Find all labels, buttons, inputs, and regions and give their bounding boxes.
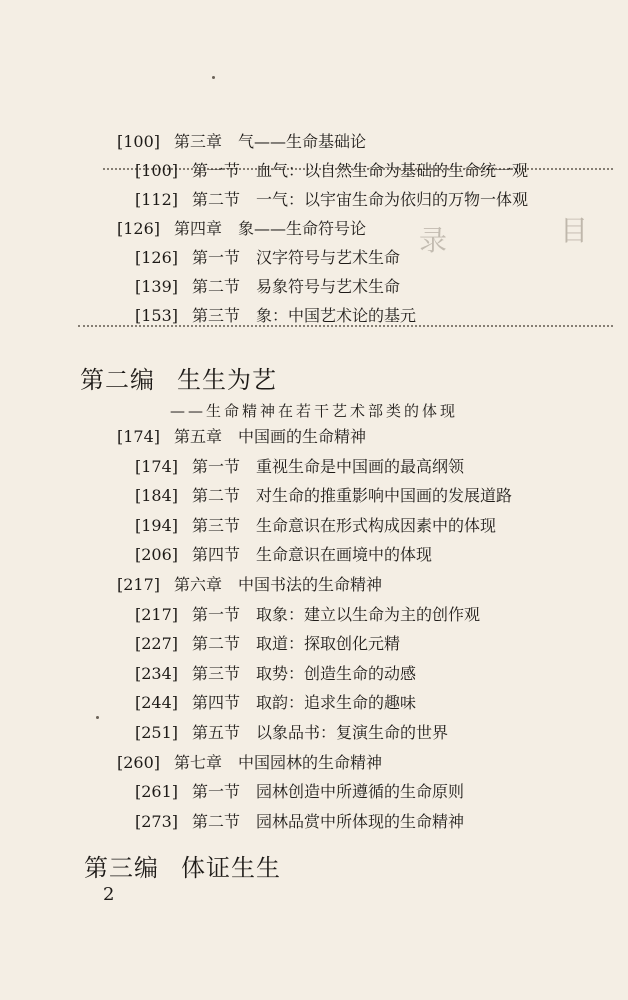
toc-title: 以象品书：复演生命的世界 (256, 723, 449, 742)
toc-number: 第二节 (192, 190, 241, 209)
toc-page-ref: [184] (135, 486, 179, 506)
toc-number: 第四节 (192, 693, 241, 713)
toc-chapter-entry (117, 426, 366, 448)
toc-title: 血气：以自然生命为基础的生命统一观 (256, 161, 529, 180)
toc-number: 第七章 (174, 752, 223, 772)
toc-page-ref: [174] (135, 456, 179, 476)
toc-section-entry (135, 604, 480, 626)
toc-number: 第五章 (174, 427, 223, 446)
toc-title: 生命意识在形式构成因素中的体现 (256, 515, 497, 535)
part3-title: 体证生生 (181, 854, 281, 882)
toc-page-ref: [153] (135, 306, 179, 325)
toc-title: 中国画的生命精神 (238, 427, 367, 446)
toc-page-ref: [234] (135, 663, 179, 683)
toc-title: 取韵：追求生命的趣味 (256, 693, 417, 713)
toc-page-ref: [261] (135, 782, 179, 802)
page-number: 2 (103, 884, 115, 905)
toc-title: 取势：创造生命的动感 (256, 663, 417, 683)
toc-number: 第五节 (192, 723, 241, 742)
toc-page-ref: [260] (117, 752, 161, 772)
toc-title: 对生命的推重影响中国画的发展道路 (256, 486, 513, 506)
toc-page-ref: [112] (135, 190, 179, 209)
toc-page-ref: [206] (135, 545, 179, 565)
toc-title: 园林品赏中所体现的生命精神 (256, 811, 465, 831)
toc-page-ref: [100] (117, 132, 161, 151)
toc-section-entry (135, 663, 416, 685)
toc-section-entry (135, 485, 512, 507)
toc-number: 第三节 (192, 515, 241, 535)
toc-number: 第一节 (192, 248, 241, 267)
toc-page-ref: [273] (135, 811, 179, 831)
part3-heading (84, 848, 281, 883)
speck (96, 716, 99, 719)
toc-title: 一气：以宇宙生命为依归的万物一体观 (256, 190, 529, 209)
part2-label: 第二编 (80, 366, 155, 394)
toc-number: 第三章 (174, 132, 223, 151)
toc-chapter-entry (117, 752, 382, 774)
part2-title: 生生为艺 (177, 366, 277, 394)
toc-section-entry (135, 456, 464, 478)
toc-title: 中国园林的生命精神 (238, 752, 383, 772)
side-mark-mu: 目 (559, 214, 588, 247)
toc-title: 重视生命是中国画的最高纲领 (256, 456, 465, 476)
toc-number: 第三节 (192, 306, 241, 325)
toc-title: 气——生命基础论 (238, 132, 367, 151)
toc-section-entry (135, 781, 464, 803)
toc-page-ref: [217] (117, 575, 161, 594)
toc-chapter-entry (117, 131, 366, 153)
toc-number: 第三节 (192, 663, 241, 683)
toc-title: 生命意识在画境中的体现 (256, 545, 433, 565)
toc-page-ref: [194] (135, 515, 179, 535)
toc-number: 第四节 (192, 545, 241, 565)
toc-number: 第二节 (192, 811, 241, 831)
toc-section-entry (135, 811, 464, 833)
toc-number: 第一节 (192, 456, 241, 476)
toc-number: 第二节 (192, 277, 241, 296)
part2-heading (80, 360, 277, 395)
toc-title: 易象符号与艺术生命 (256, 277, 401, 296)
toc-number: 第一节 (192, 782, 241, 802)
toc-section-entry (135, 247, 400, 269)
toc-section-entry (135, 305, 416, 327)
side-mark-lu: 录 (418, 224, 447, 257)
toc-number: 第二节 (192, 486, 241, 506)
toc-page-ref: [217] (135, 604, 179, 624)
toc-title: 汉字符号与艺术生命 (256, 248, 401, 267)
toc-section-entry (135, 276, 400, 298)
toc-section-entry (135, 722, 448, 744)
toc-page-ref: [126] (117, 219, 161, 238)
toc-section-entry (135, 633, 400, 655)
toc-title: 取象：建立以生命为主的创作观 (256, 604, 481, 624)
toc-number: 第六章 (174, 575, 223, 594)
toc-number: 第一节 (192, 161, 241, 180)
toc-number: 第二节 (192, 634, 241, 654)
toc-page-ref: [139] (135, 277, 179, 296)
toc-title: 取道：探取创化元精 (256, 634, 401, 654)
toc-section-entry (135, 544, 432, 566)
toc-page-ref: [251] (135, 723, 179, 742)
toc-page-ref: [174] (117, 427, 161, 446)
toc-number: 第四章 (174, 219, 223, 238)
toc-section-entry (135, 189, 528, 211)
speck (212, 76, 215, 79)
part3-label: 第三编 (84, 854, 159, 882)
toc-section-entry (135, 160, 528, 182)
toc-title: 象：中国艺术论的基元 (256, 306, 417, 325)
toc-number: 第一节 (192, 604, 241, 624)
toc-page-ref: [244] (135, 693, 179, 713)
toc-title: 象——生命符号论 (238, 219, 367, 238)
toc-page-ref: [227] (135, 634, 179, 654)
toc-page-ref: [100] (135, 161, 179, 180)
toc-section-entry (135, 692, 416, 714)
toc-chapter-entry (117, 218, 366, 240)
toc-title: 中国书法的生命精神 (238, 575, 383, 594)
toc-page-ref: [126] (135, 248, 179, 267)
toc-chapter-entry (117, 574, 382, 596)
toc-title: 园林创造中所遵循的生命原则 (256, 782, 465, 802)
part2-subtitle: ——生命精神在若干艺术部类的体现 (170, 402, 459, 420)
toc-section-entry (135, 515, 496, 537)
